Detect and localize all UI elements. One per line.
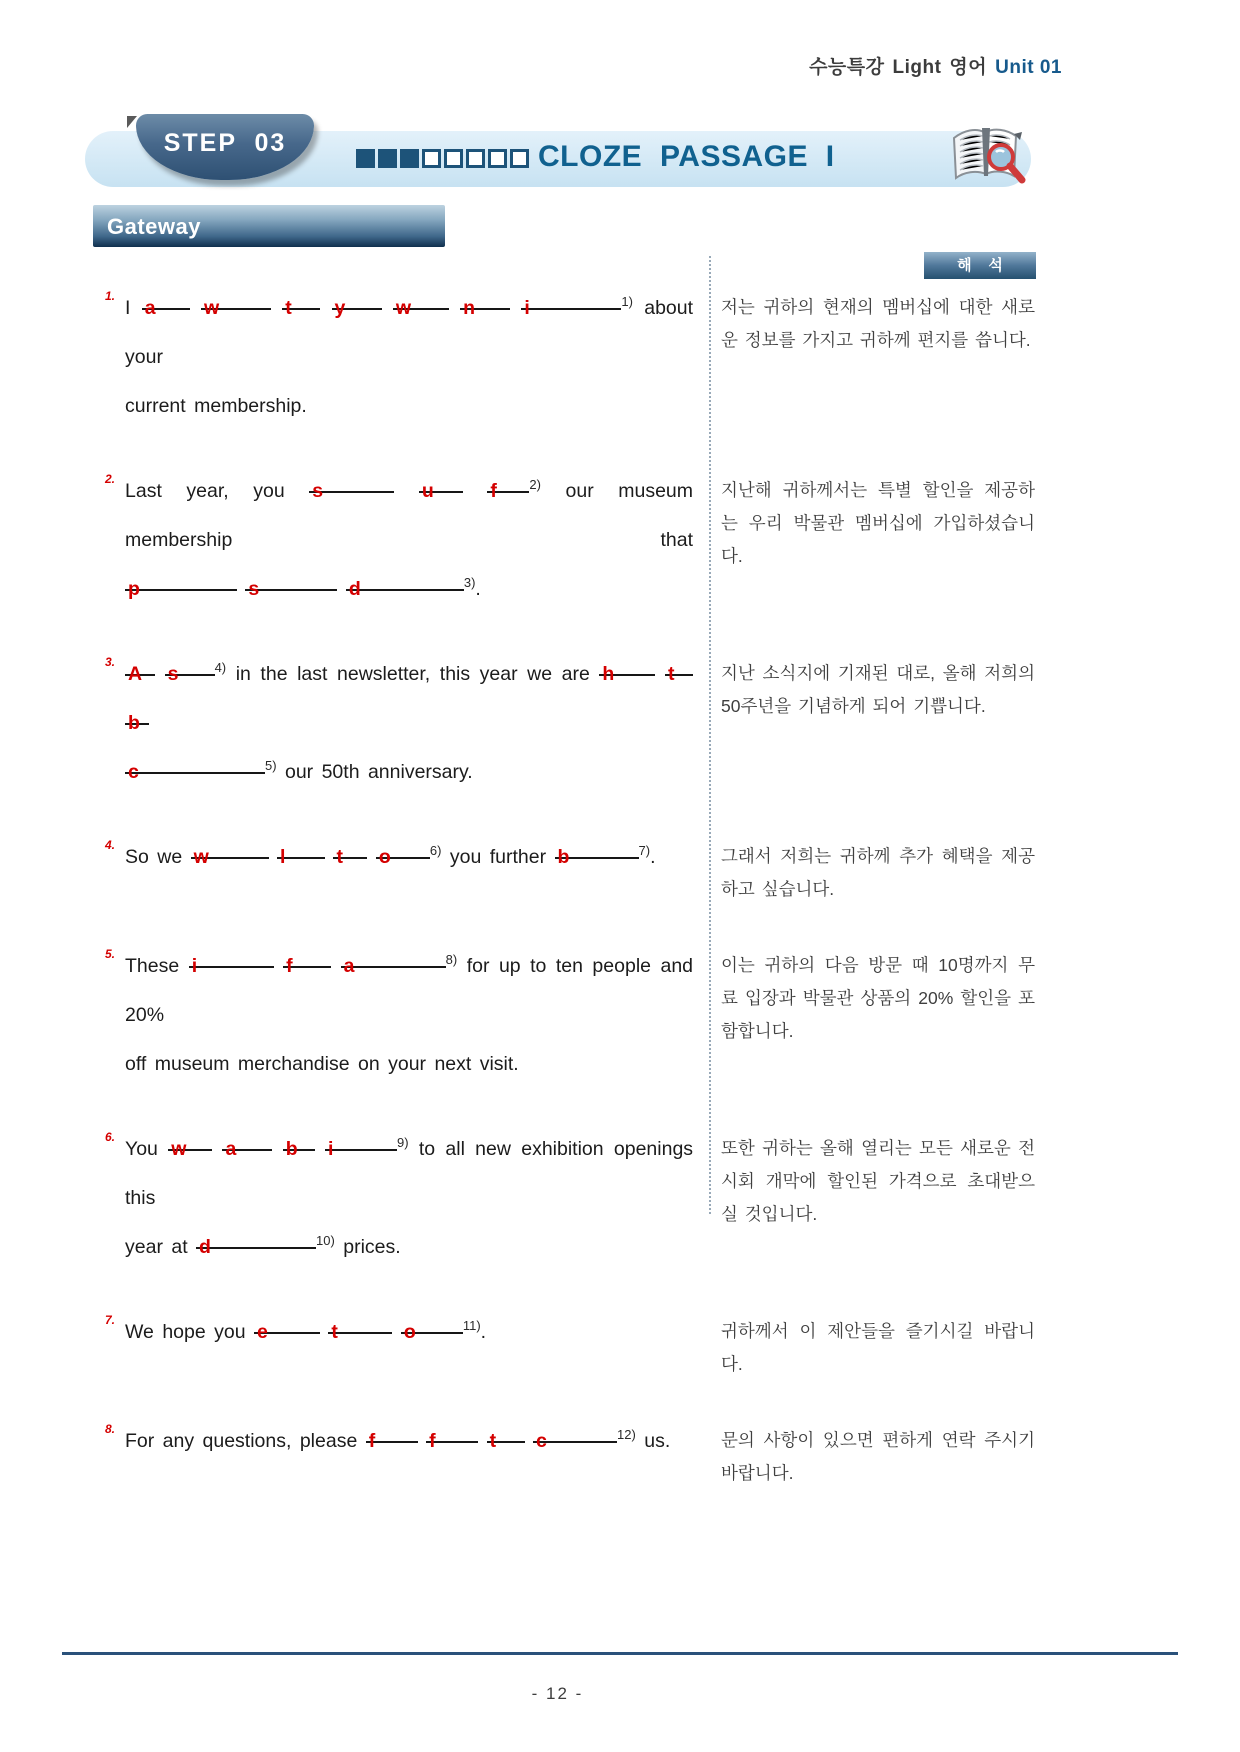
running-head-book: Light xyxy=(892,57,942,78)
cloze-item xyxy=(105,1417,1047,1490)
cloze-blank: e xyxy=(254,1308,320,1334)
empty-square xyxy=(510,149,529,168)
cloze-blank: i xyxy=(325,1125,397,1151)
cloze-blank: a xyxy=(142,284,190,310)
cloze-blank: w xyxy=(168,1125,212,1151)
filled-square xyxy=(378,149,397,168)
cloze-blank: t xyxy=(665,650,693,676)
running-head-course: 수능특강 xyxy=(809,57,885,78)
cloze-blank: y xyxy=(332,284,382,310)
cloze-blank: t xyxy=(333,833,367,859)
cloze-blank: s xyxy=(245,565,337,591)
filled-square xyxy=(356,149,375,168)
cloze-blank: b xyxy=(125,699,149,725)
cloze-blank: a xyxy=(222,1125,272,1151)
cloze-blank: n xyxy=(460,284,510,310)
english-cloze-text: I a w t y w n i $^{1)}$ about your current membership. xyxy=(125,284,693,431)
running-head-subject: 영어 xyxy=(949,57,988,78)
cloze-item xyxy=(105,1308,1047,1381)
step-label: STEP 03 xyxy=(163,128,287,157)
english-cloze-text: Last year, you s u f $^{2)}$ our museum membership that p s d $^{3)}$. xyxy=(125,467,693,614)
english-cloze-text: So we w l t o $^{6)}$ you further b $^{7)}$. xyxy=(125,833,693,882)
cloze-blank: b xyxy=(283,1125,315,1151)
translation-header: 해 석 xyxy=(924,252,1036,279)
korean-translation: 지난 소식지에 기재된 대로, 올해 저희의 50주년을 기념하게 되어 기쁩니다. xyxy=(721,663,1035,716)
korean-translation: 귀하께서 이 제안들을 즐기시길 바랍니다. xyxy=(721,1321,1035,1374)
page-number: - 12 - xyxy=(531,1684,584,1703)
cloze-blank: f xyxy=(487,467,529,493)
korean-translation: 또한 귀하는 올해 열리는 모든 새로운 전시회 개막에 할인된 가격으로 초대받으실 것입니다. xyxy=(721,1138,1035,1224)
cloze-blank: w xyxy=(191,833,269,859)
cloze-blank: o xyxy=(376,833,430,859)
cloze-item xyxy=(105,1125,1047,1272)
cloze-item xyxy=(105,942,1047,1089)
progress-squares xyxy=(356,149,529,168)
korean-translation: 저는 귀하의 현재의 멤버십에 대한 새로운 정보를 가지고 귀하께 편지를 씁니다. xyxy=(721,297,1035,350)
cloze-blank: b xyxy=(555,833,639,859)
empty-square xyxy=(466,149,485,168)
english-cloze-text: For any questions, please f f t c $^{12)}$ us. xyxy=(125,1417,693,1466)
korean-translation: 그래서 저희는 귀하께 추가 혜택을 제공하고 싶습니다. xyxy=(721,846,1035,899)
english-cloze-text: We hope you e t o $^{11)}$. xyxy=(125,1308,693,1357)
cloze-blank: f xyxy=(283,942,331,968)
empty-square xyxy=(422,149,441,168)
running-head-unit: Unit 01 xyxy=(995,57,1062,78)
item-number: 4. xyxy=(105,838,116,852)
item-number: 7. xyxy=(105,1313,116,1327)
item-number: 2. xyxy=(105,472,116,486)
item-number: 5. xyxy=(105,947,116,961)
banner-title: CLOZE PASSAGE I xyxy=(538,140,835,173)
english-cloze-text: You w a b i $^{9)}$ to all new exhibition openings this year at d $^{10)}$ prices. xyxy=(125,1125,693,1272)
empty-square xyxy=(444,149,463,168)
cloze-blank: A xyxy=(125,650,155,676)
item-number: 6. xyxy=(105,1130,116,1144)
section-bar-gateway xyxy=(93,205,445,247)
cloze-blank: f xyxy=(426,1417,478,1443)
cloze-blank: l xyxy=(277,833,325,859)
cloze-blank: f xyxy=(366,1417,418,1443)
cloze-blank: d xyxy=(196,1223,316,1249)
item-number: 8. xyxy=(105,1422,116,1436)
cloze-blank: c xyxy=(533,1417,617,1443)
footer-rule xyxy=(62,1652,1178,1655)
cloze-blank: t xyxy=(487,1417,525,1443)
cloze-blank: o xyxy=(401,1308,463,1334)
english-cloze-text: A s $^{4)}$ in the last newsletter, this year we are h t b c $^{5)}$ our 50th anniversary. xyxy=(125,650,693,797)
korean-translation: 이는 귀하의 다음 방문 때 10명까지 무료 입장과 박물관 상품의 20% 할인을 포함합니다. xyxy=(721,955,1035,1041)
cloze-blank: s xyxy=(309,467,394,493)
korean-translation: 문의 사항이 있으면 편하게 연락 주시기 바랍니다. xyxy=(721,1430,1035,1483)
cloze-blank: i xyxy=(189,942,274,968)
cloze-blank: h xyxy=(599,650,655,676)
cloze-blank: w xyxy=(201,284,271,310)
cloze-blank: s xyxy=(165,650,215,676)
items-list xyxy=(105,284,1047,1526)
cloze-blank: a xyxy=(341,942,446,968)
cloze-blank: w xyxy=(393,284,449,310)
section-label: Gateway xyxy=(107,214,201,239)
running-head xyxy=(809,52,1062,79)
cloze-blank: d xyxy=(346,565,464,591)
item-number: 3. xyxy=(105,655,116,669)
cloze-blank: p xyxy=(125,565,237,591)
cloze-item xyxy=(105,467,1047,614)
english-cloze-text: These i f a $^{8)}$ for up to ten people and 20% off museum merchandise on your next visit. xyxy=(125,942,693,1089)
cloze-item xyxy=(105,833,1047,906)
cloze-blank: i xyxy=(521,284,621,310)
cloze-blank: t xyxy=(328,1308,392,1334)
cloze-blank: c xyxy=(125,748,265,774)
cloze-item xyxy=(105,284,1047,431)
item-number: 1. xyxy=(105,289,116,303)
cloze-item xyxy=(105,650,1047,797)
cloze-blank: u xyxy=(419,467,463,493)
empty-square xyxy=(488,149,507,168)
cloze-blank: t xyxy=(282,284,320,310)
filled-square xyxy=(400,149,419,168)
book-magnifier-icon xyxy=(946,124,1030,191)
korean-translation: 지난해 귀하께서는 특별 할인을 제공하는 우리 박물관 멤버십에 가입하셨습니다. xyxy=(721,480,1035,566)
